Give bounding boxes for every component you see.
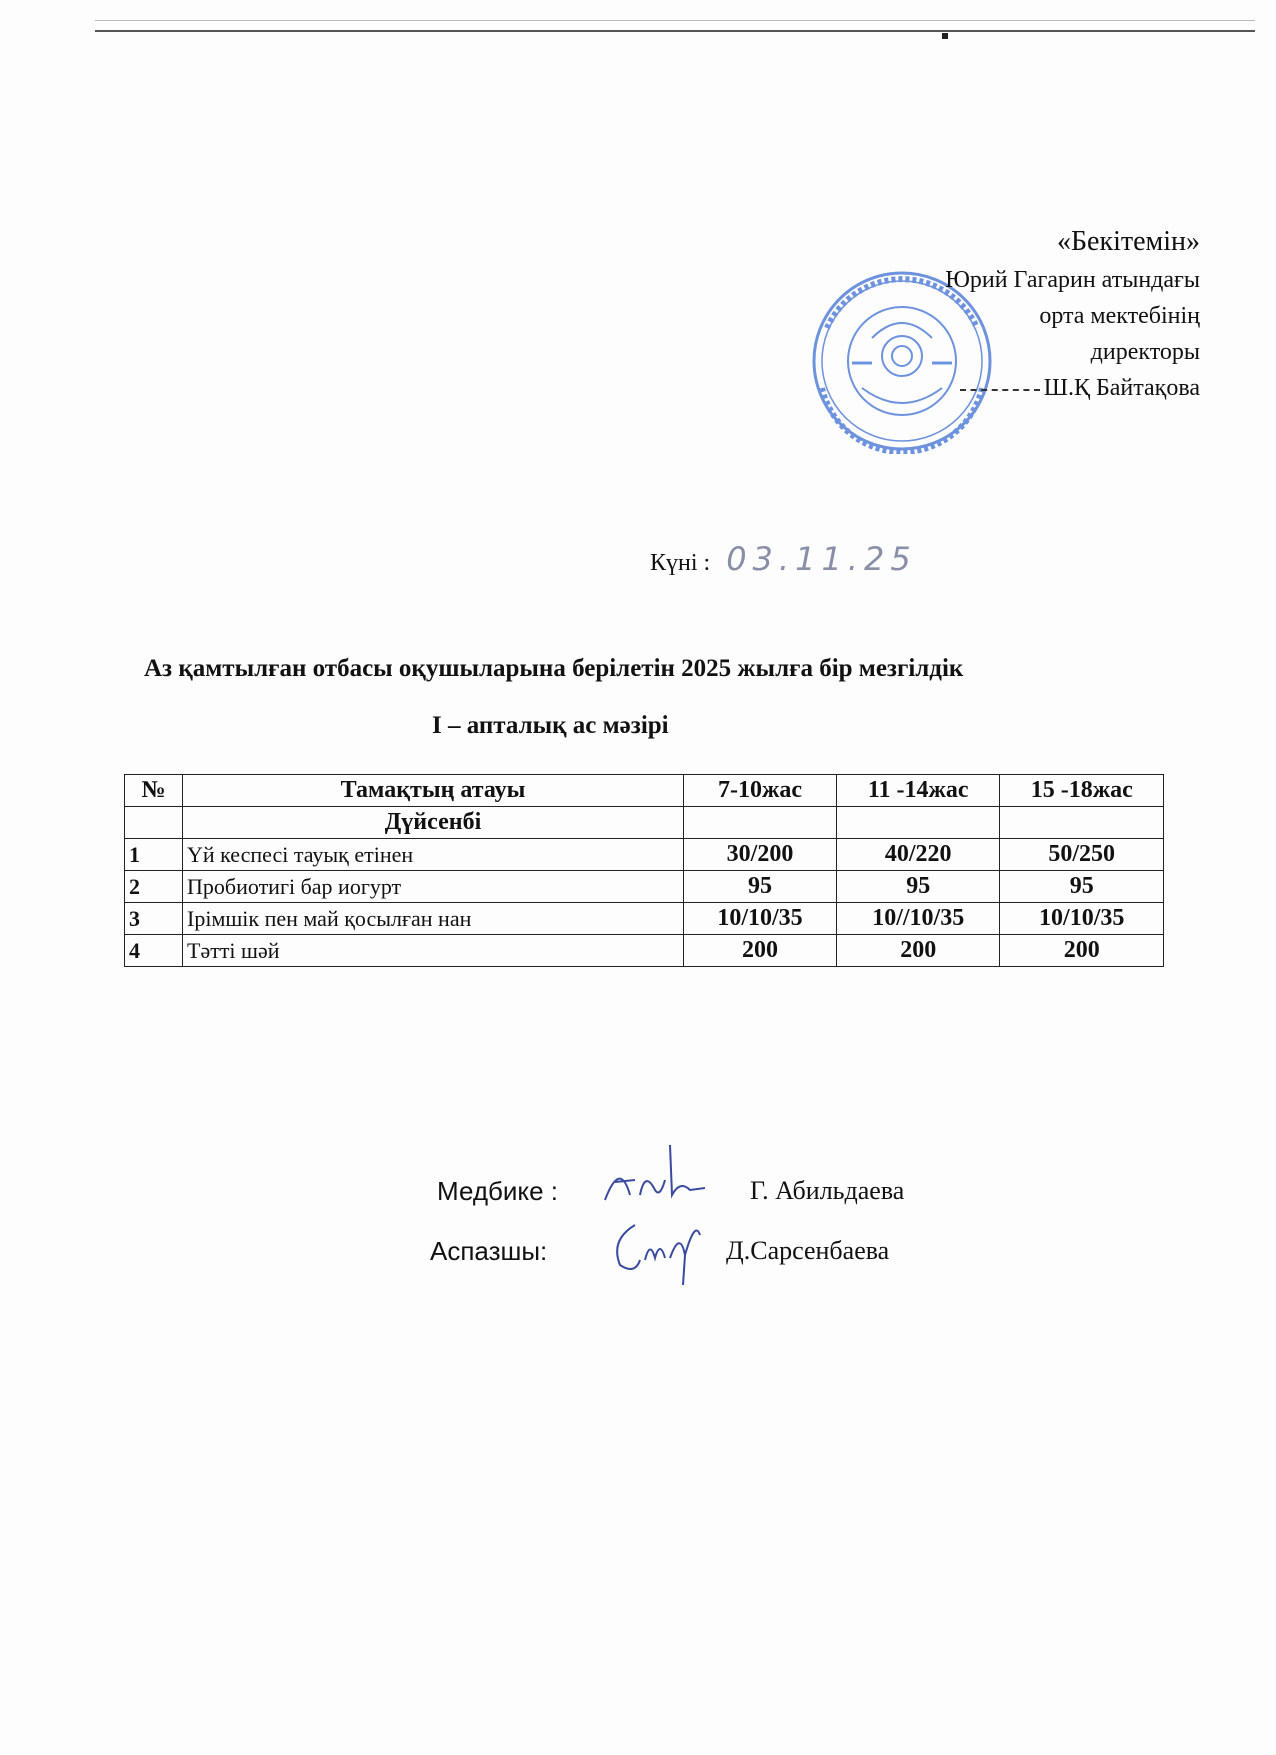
portion-7-10: 30/200: [684, 839, 837, 871]
dish-name: Тәтті шәй: [183, 935, 684, 967]
table-row: [125, 935, 1164, 967]
header-age-11-14: 11 -14жас: [836, 775, 999, 807]
approval-line-3: директоры: [1090, 339, 1200, 365]
document-subtitle: I – апталық ас мәзірі: [432, 712, 669, 739]
day-name: Дүйсенбі: [183, 807, 684, 839]
approval-heading: «Бекітемін»: [1056, 226, 1200, 257]
portion-15-18: 50/250: [1000, 839, 1164, 871]
director-line: [945, 370, 1200, 406]
cook-name: Д.Сарсенбаева: [726, 1236, 890, 1265]
cook-role: Аспазшы:: [430, 1236, 548, 1266]
approval-line-1: Юрий Гагарин атындағы: [945, 267, 1200, 293]
date-line: [650, 540, 917, 578]
day-empty-cell: [125, 807, 183, 839]
menu-table: [124, 774, 1164, 967]
table-header-row: [125, 775, 1164, 807]
dish-name: Пробиотигі бар иогурт: [183, 871, 684, 903]
table-row: [125, 903, 1164, 935]
nurse-name: Г. Абильдаева: [750, 1176, 905, 1205]
day-empty-cell: [684, 807, 837, 839]
portion-15-18: 95: [1000, 871, 1164, 903]
director-name: Ш.Қ Байтақова: [1043, 375, 1200, 401]
portion-7-10: 95: [684, 871, 837, 903]
signature-line: [960, 389, 1040, 391]
row-number: 3: [125, 903, 183, 935]
portion-11-14: 95: [836, 871, 999, 903]
dish-name: Ірімшік пен май қосылған нан: [183, 903, 684, 935]
date-value: 03.11.25: [726, 540, 917, 578]
nurse-signature-line: [437, 1176, 558, 1207]
header-number: №: [125, 775, 183, 807]
top-rule-thin: [95, 20, 1255, 21]
portion-15-18: 200: [1000, 935, 1164, 967]
day-row: [125, 807, 1164, 839]
cook-signature: [605, 1210, 715, 1290]
portion-11-14: 10//10/35: [836, 903, 999, 935]
header-age-15-18: 15 -18жас: [1000, 775, 1164, 807]
portion-7-10: 200: [684, 935, 837, 967]
portion-11-14: 200: [836, 935, 999, 967]
header-dish: Тамақтың атауы: [183, 775, 684, 807]
portion-7-10: 10/10/35: [684, 903, 837, 935]
dish-name: Үй кеспесі тауық етінен: [183, 839, 684, 871]
table-row: [125, 871, 1164, 903]
scan-mark: [942, 33, 948, 39]
row-number: 4: [125, 935, 183, 967]
portion-11-14: 40/220: [836, 839, 999, 871]
day-empty-cell: [836, 807, 999, 839]
table-row: [125, 839, 1164, 871]
top-rule-thick: [95, 30, 1255, 32]
row-number: 1: [125, 839, 183, 871]
portion-15-18: 10/10/35: [1000, 903, 1164, 935]
day-empty-cell: [1000, 807, 1164, 839]
date-label: Күні :: [650, 550, 711, 576]
row-number: 2: [125, 871, 183, 903]
nurse-signature: [600, 1140, 710, 1215]
approval-block: [945, 222, 1200, 406]
nurse-role: Медбике :: [437, 1176, 558, 1206]
document-title: Аз қамтылған отбасы оқушыларына берілетін 2025 жылға бір мезгілдік: [144, 655, 964, 682]
header-age-7-10: 7-10жас: [684, 775, 837, 807]
cook-signature-line: [430, 1236, 547, 1267]
approval-line-2: орта мектебінің: [1039, 303, 1200, 329]
